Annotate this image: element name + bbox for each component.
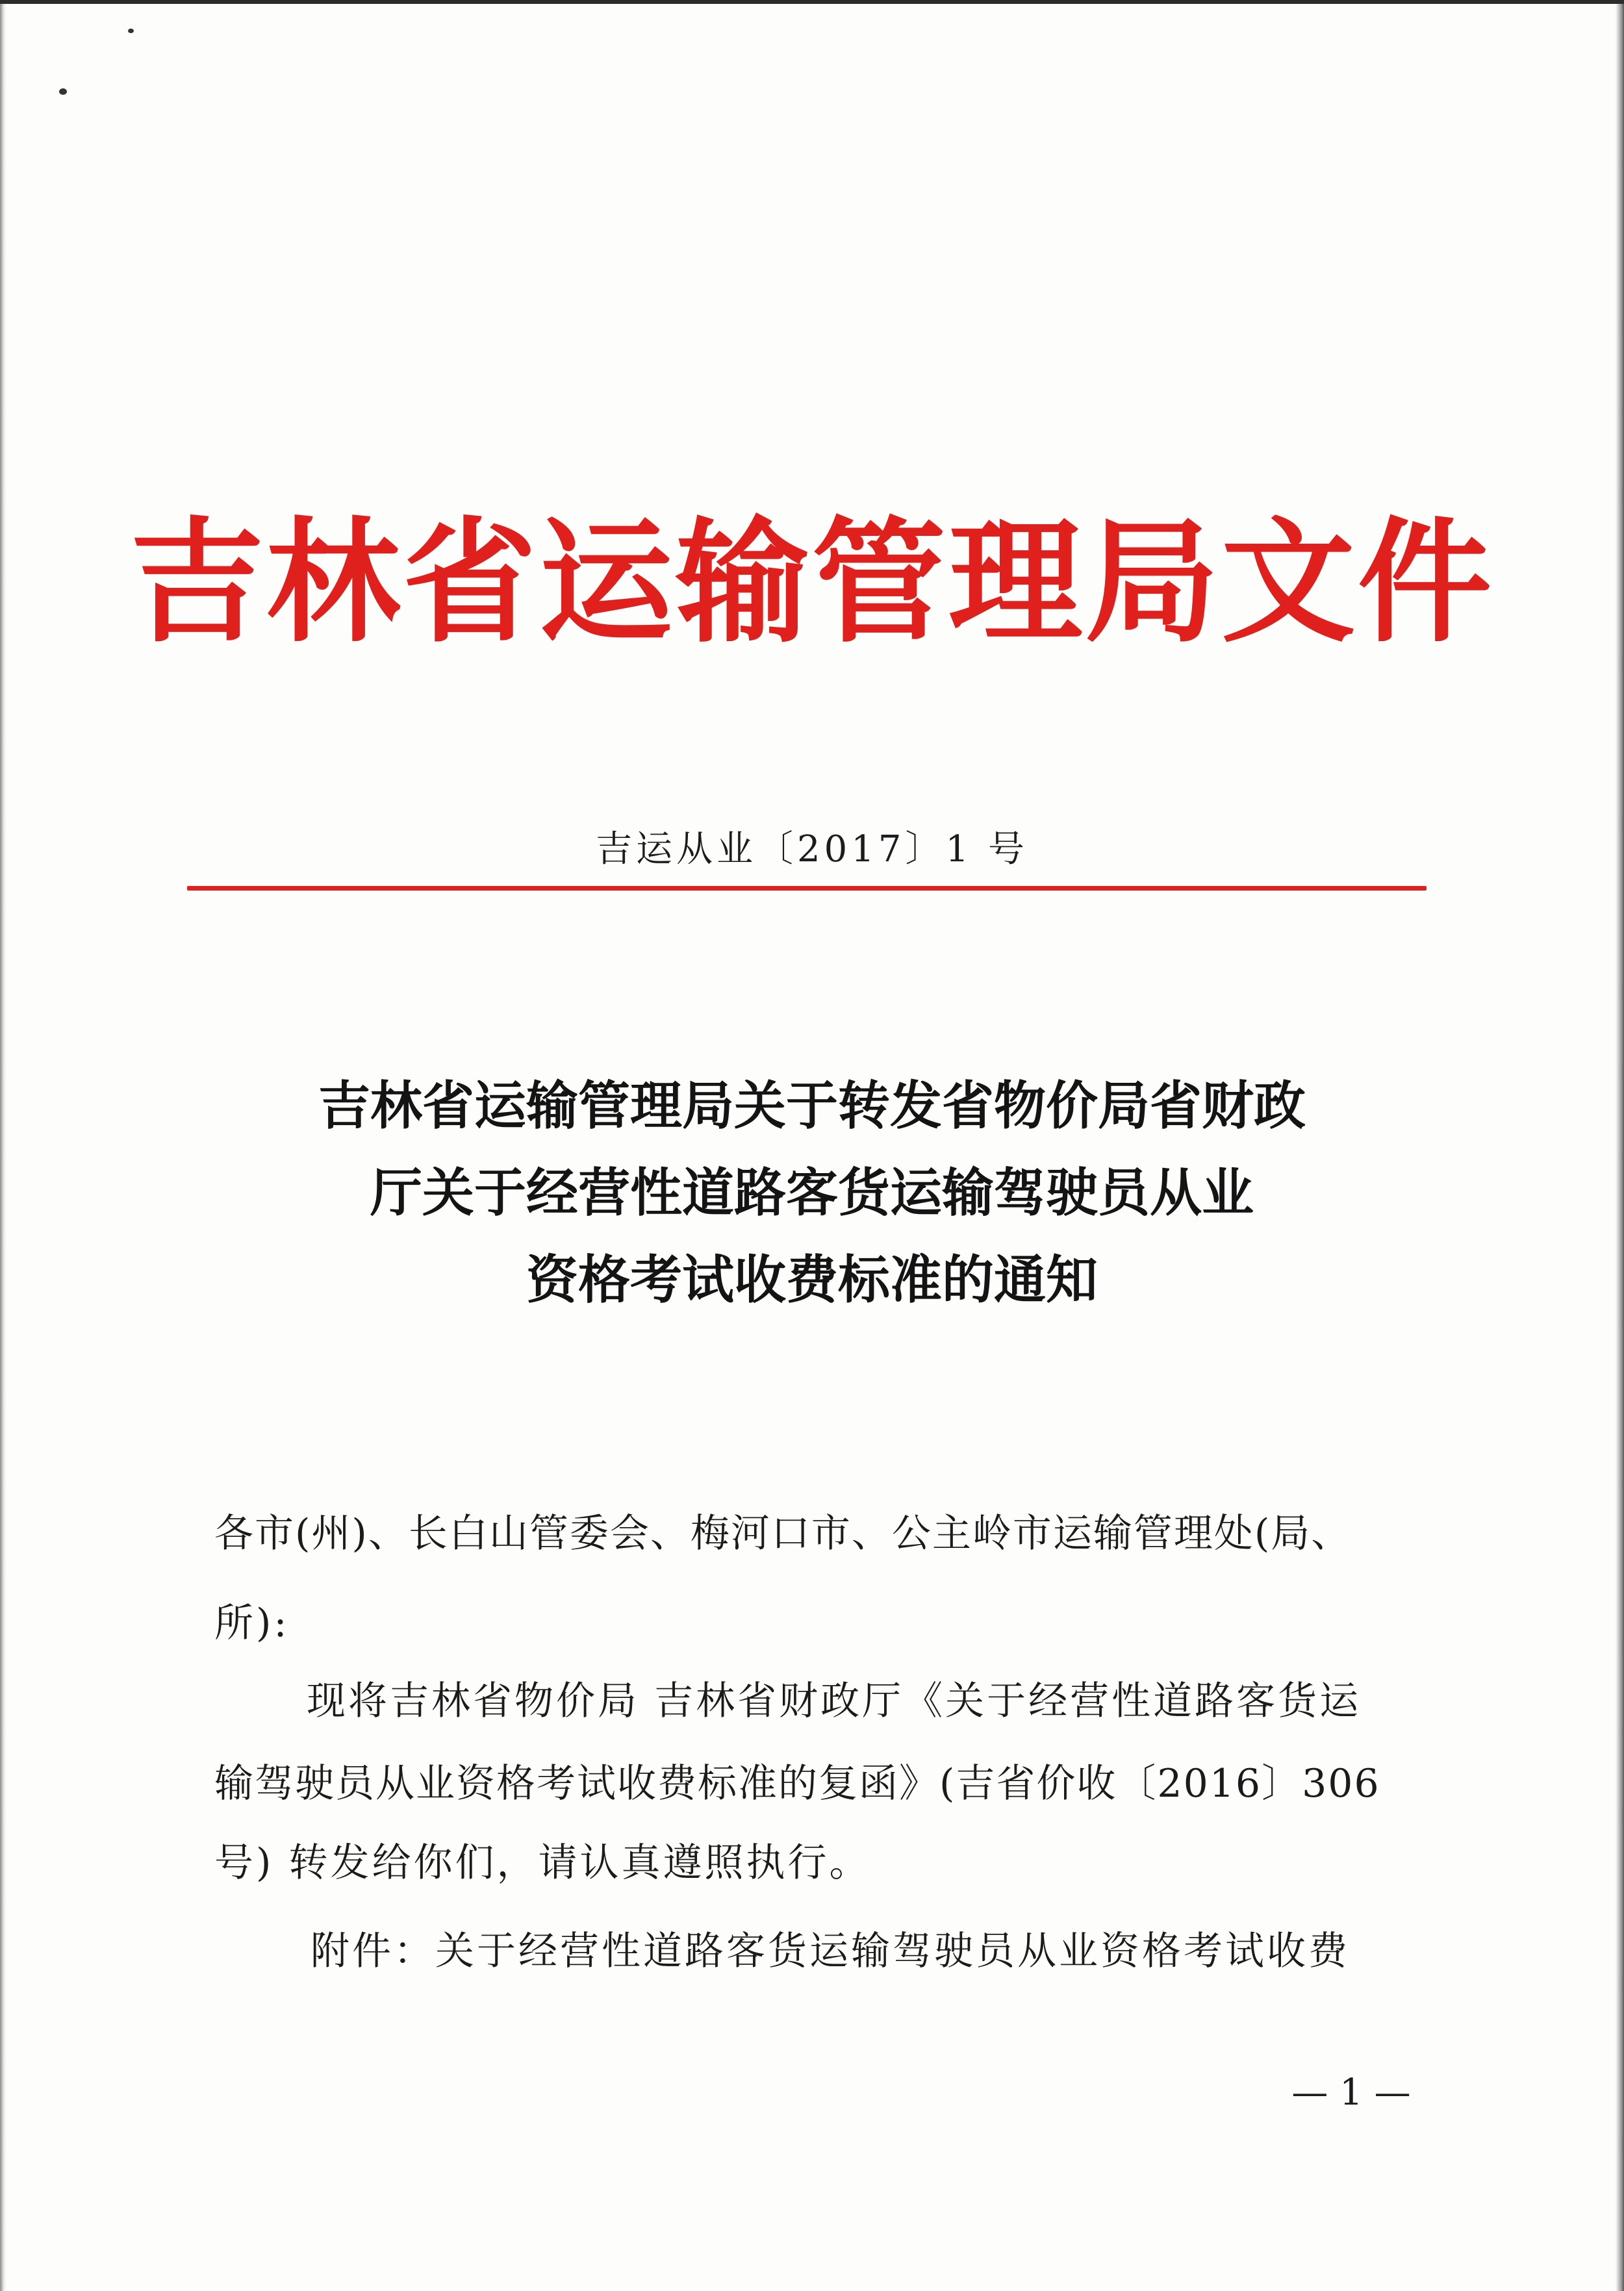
document-header-title: 吉林省运输管理局文件 xyxy=(129,503,1494,661)
attachment-line: 附件：关于经营性道路客货运输驾驶员从业资格考试收费 xyxy=(311,1929,1350,1974)
body-paragraph-line: 输驾驶员从业资格考试收费标准的复函》(吉省价收〔2016〕306 xyxy=(214,1761,1380,1806)
subject-line: 资格考试收费标准的通知 xyxy=(526,1250,1098,1310)
subject-line: 吉林省运输管理局关于转发省物价局省财政 xyxy=(318,1076,1306,1136)
body-paragraph-line: 号) 转发给你们，请认真遵照执行。 xyxy=(214,1840,871,1886)
document-subject xyxy=(0,1063,1624,1324)
scan-speck xyxy=(59,88,67,95)
document-number: 吉运从业〔2017〕1 号 xyxy=(596,828,1028,870)
subject-line: 厅关于经营性道路客货运输驾驶员从业 xyxy=(370,1163,1254,1223)
page-number: — 1 — xyxy=(1291,2071,1411,2114)
recipient-line-cont: 所): xyxy=(214,1601,290,1646)
body-paragraph-line: 现将吉林省物价局 吉林省财政厅《关于经营性道路客货运 xyxy=(307,1678,1362,1724)
header-red-rule xyxy=(187,886,1427,891)
recipient-line: 各市(州)、长白山管委会、梅河口市、公主岭市运输管理处(局、 xyxy=(214,1511,1352,1556)
scan-speck xyxy=(128,29,134,33)
